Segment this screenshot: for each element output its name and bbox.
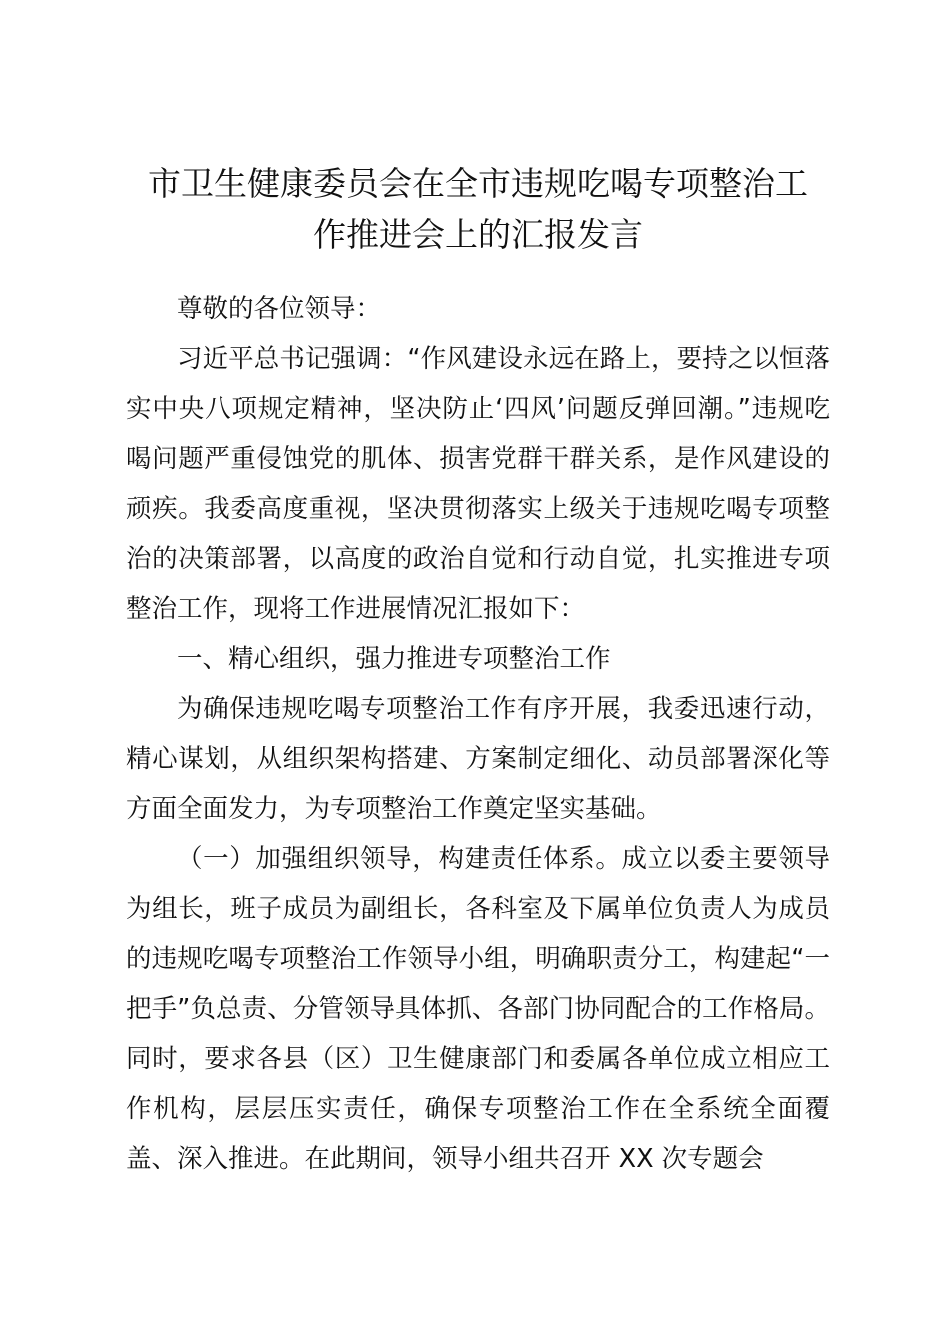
title-line-1: 市卫生健康委员会在全市违规吃喝专项整治工 <box>148 164 808 203</box>
document-title <box>126 158 830 260</box>
salutation: 尊敬的各位领导： <box>177 294 382 324</box>
subsection-1-paragraph: （一）加强组织领导，构建责任体系。成立以委主要领导为组长，班子成员为副组长，各科室及下属单位负责人为成员的违规吃喝专项整治工作领导小组，明确职责分工，构建起“一把手”负总责、分管领导具体抓、各部门协同配合的工作格局。同时，要求各县（区）卫生健康部门和委属各单位成立相应工作机构，层层压实责任，确保专项整治工作在全系统全面覆盖、深入推进。在此期间，领导小组共召开 XX 次专题会 <box>126 844 830 1174</box>
section-1-paragraph: 为确保违规吃喝专项整治工作有序开展，我委迅速行动，精心谋划，从组织架构搭建、方案制定细化、动员部署深化等方面全面发力，为专项整治工作奠定坚实基础。 <box>126 694 830 824</box>
intro-paragraph: 习近平总书记强调：“作风建设永远在路上，要持之以恒落实中央八项规定精神，坚决防止‘四风’问题反弹回潮。”违规吃喝问题严重侵蚀党的肌体、损害党群干群关系，是作风建设的顽疾。我委高度重视，坚决贯彻落实上级关于违规吃喝专项整治的决策部署，以高度的政治自觉和行动自觉，扎实推进专项整治工作，现将工作进展情况汇报如下： <box>126 344 830 624</box>
title-line-2: 作推进会上的汇报发言 <box>313 215 643 254</box>
section-1-heading: 一、精心组织，强力推进专项整治工作 <box>177 644 611 674</box>
document-body <box>126 284 830 1184</box>
